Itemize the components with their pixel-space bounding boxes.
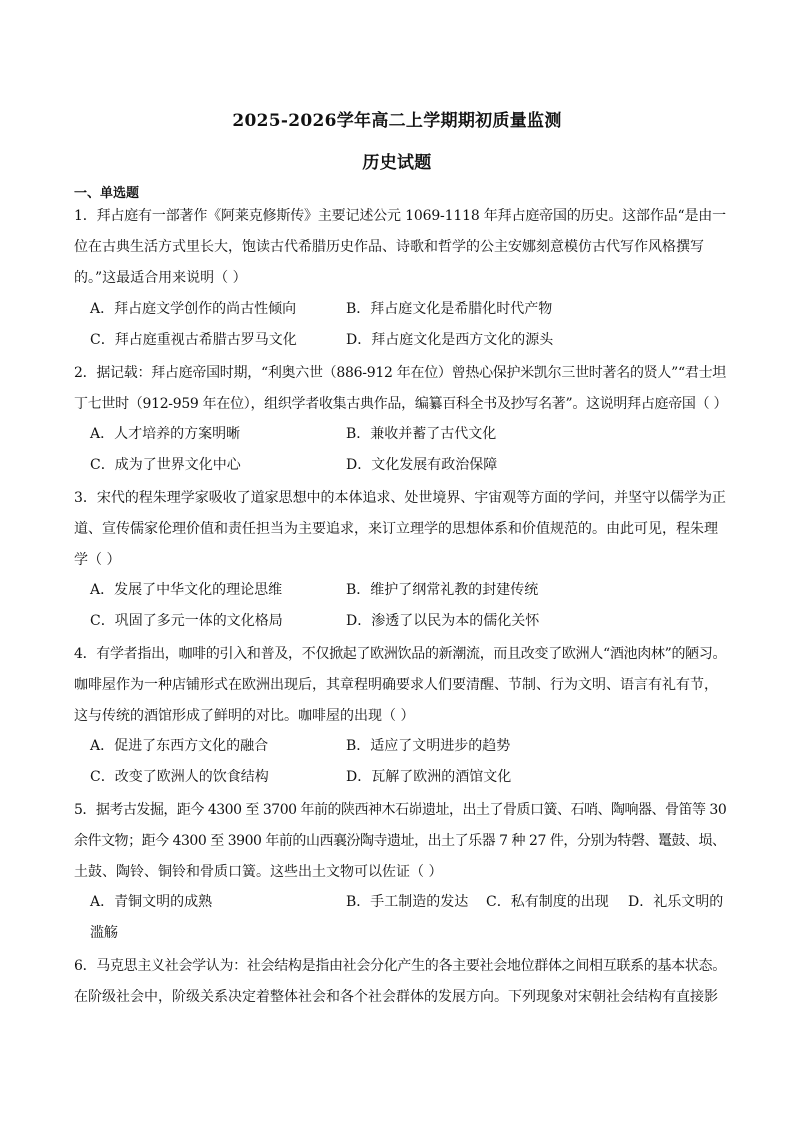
question-4-line-1: 4．有学者指出，咖啡的引入和普及，不仅掀起了欧洲饮品的新潮流，而且改变了欧洲人“酒池肉林”的陋习。	[74, 646, 727, 662]
question-1-option-a[interactable]: A．拜占庭文学创作的尚古性倾向	[90, 301, 297, 317]
question-3-option-c[interactable]: C．巩固了多元一体的文化格局	[90, 613, 283, 629]
question-6-line-1: 6．马克思主义社会学认为：社会结构是指由社会分化产生的各主要社会地位群体之间相互联系的基本状态。	[74, 958, 726, 974]
question-4-option-c[interactable]: C．改变了欧洲人的饮食结构	[90, 769, 269, 785]
page-subtitle: 历史试题	[362, 153, 432, 173]
question-3-option-d[interactable]: D．渗透了以民为本的儒化关怀	[346, 613, 540, 629]
question-5-option-c[interactable]: C．私有制度的出现	[486, 894, 609, 910]
question-4-option-b[interactable]: B．适应了文明进步的趋势	[346, 738, 511, 754]
question-4-option-d[interactable]: D．瓦解了欧洲的酒馆文化	[346, 769, 512, 785]
question-1-line-1: 1．拜占庭有一部著作《阿莱克修斯传》主要记述公元 1069-1118 年拜占庭帝国的历史。这部作品“是由一	[74, 208, 726, 224]
question-1-line-3: 的。”这最适合用来说明（ ）	[74, 270, 247, 286]
question-3-line-1: 3．宋代的程朱理学家吸收了道家思想中的本体追求、处世境界、宇宙观等方面的学问，并坚守以儒学为正	[74, 490, 726, 506]
question-3-line-3: 学（ ）	[74, 552, 121, 568]
question-2-option-b[interactable]: B．兼收并蓄了古代文化	[346, 426, 497, 442]
question-3-line-2: 道、宣传儒家伦理价值和责任担当为主要追求，来订立理学的思想体系和价值规范的。由此可见，程朱理	[74, 521, 718, 537]
question-5-option-b[interactable]: B．手工制造的发达	[346, 894, 469, 910]
question-1-option-c[interactable]: C．拜占庭重视古希腊古罗马文化	[90, 332, 297, 348]
question-5-option-d-wrap[interactable]: 滥觞	[90, 925, 118, 941]
question-2-option-d[interactable]: D．文化发展有政治保障	[346, 457, 498, 473]
question-1-line-2: 位在古典生活方式里长大，饱读古代希腊历史作品、诗歌和哲学的公主安娜刻意模仿古代写作风格撰写	[74, 239, 704, 255]
question-1-option-b[interactable]: B．拜占庭文化是希腊化时代产物	[346, 301, 553, 317]
question-2-line-2: 丁七世时（912-959 年在位），组织学者收集古典作品，编纂百科全书及抄写名著”。这说明拜占庭帝国（ ）	[74, 396, 728, 412]
question-2-line-1: 2．据记载：拜占庭帝国时期，“利奥六世（886-912 年在位）曾热心保护米凯尔三世时著名的贤人”“君士坦	[74, 365, 727, 381]
question-3-option-b[interactable]: B．维护了纲常礼教的封建传统	[346, 582, 539, 598]
page-title: 2025-2026学年高二上学期期初质量监测	[232, 111, 562, 131]
question-5-option-d[interactable]: D．礼乐文明的	[628, 894, 724, 910]
question-5-option-a[interactable]: A．青铜文明的成熟	[90, 894, 213, 910]
question-4-line-2: 咖啡屋作为一种店铺形式在欧洲出现后，其章程明确要求人们要清醒、节制、行为文明、语言有礼有节，	[74, 677, 718, 693]
question-2-option-c[interactable]: C．成为了世界文化中心	[90, 457, 241, 473]
question-6-line-2: 在阶级社会中，阶级关系决定着整体社会和各个社会群体的发展方向。下列现象对宋朝社会结构有直接影	[74, 989, 718, 1005]
question-5-line-1: 5．据考古发掘，距今 4300 至 3700 年前的陕西神木石峁遗址，出土了骨质口簧、石哨、陶响器、骨笛等 30	[74, 802, 727, 818]
question-5-line-2: 余件文物；距今 4300 至 3900 年前的山西襄汾陶寺遗址，出土了乐器 7 种 27 件，分别为特磬、鼍鼓、埙、	[74, 833, 726, 849]
question-1-option-d[interactable]: D．拜占庭文化是西方文化的源头	[346, 332, 554, 348]
section-heading: 一、单选题	[74, 186, 140, 201]
question-4-option-a[interactable]: A．促进了东西方文化的融合	[90, 738, 269, 754]
question-5-line-3: 土鼓、陶铃、铜铃和骨质口簧。这些出土文物可以佐证（ ）	[74, 864, 443, 880]
question-2-option-a[interactable]: A．人才培养的方案明晰	[90, 426, 241, 442]
question-3-option-a[interactable]: A．发展了中华文化的理论思维	[90, 582, 283, 598]
question-4-line-3: 这与传统的酒馆形成了鲜明的对比。咖啡屋的出现（ ）	[74, 708, 415, 724]
